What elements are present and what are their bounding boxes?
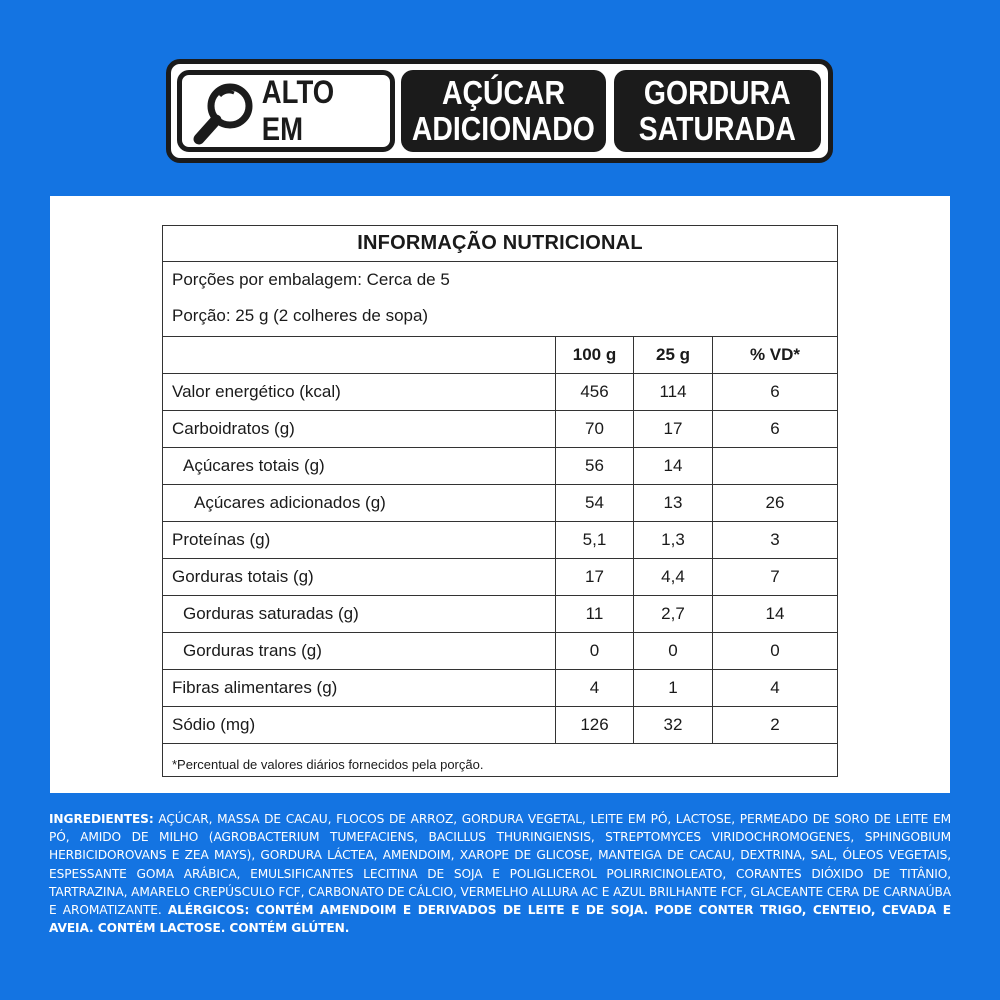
value-100g: 5,1 <box>556 522 634 558</box>
nutrient-label: Gorduras trans (g) <box>163 633 556 669</box>
table-row <box>163 670 837 707</box>
value-vd <box>713 448 837 484</box>
ingredients-text <box>49 810 951 937</box>
value-vd: 4 <box>770 678 780 697</box>
warning-line: ADICIONADO <box>412 110 595 147</box>
nutrient-label: Açúcares adicionados (g) <box>163 485 556 521</box>
nutrient-label: Fibras alimentares (g) <box>163 670 556 706</box>
nutrient-label: Carboidratos (g) <box>163 411 556 447</box>
value-100g: 11 <box>556 596 634 632</box>
value-vd: 26 <box>765 493 785 512</box>
warning-line: AÇÚCAR <box>442 74 565 111</box>
value-vd: 2 <box>770 715 780 734</box>
warning-line: SATURADA <box>638 110 797 147</box>
nutrition-title: INFORMAÇÃO NUTRICIONAL <box>163 226 837 262</box>
value-100g: 456 <box>556 374 634 410</box>
value-100g: 56 <box>556 448 634 484</box>
header-cell: 100 g <box>556 337 634 373</box>
nutrition-panel <box>50 196 950 793</box>
table-row <box>163 596 837 633</box>
value-100g: 126 <box>556 707 634 743</box>
header-cell <box>163 337 556 373</box>
table-row <box>163 485 837 522</box>
value-vd: 7 <box>770 567 780 586</box>
table-row <box>163 411 837 448</box>
table-row <box>163 559 837 596</box>
value-vd: 3 <box>770 530 780 549</box>
table-header-row <box>163 337 837 374</box>
table-row <box>163 707 837 744</box>
magnifier-icon <box>190 79 260 151</box>
value-vd: 14 <box>765 604 785 623</box>
nutrient-label: Açúcares totais (g) <box>163 448 556 484</box>
nutrition-table <box>162 225 838 777</box>
alto-em-box <box>177 70 395 152</box>
value-100g: 70 <box>556 411 634 447</box>
value-portion: 0 <box>634 633 713 669</box>
nutrient-label: Sódio (mg) <box>163 707 556 743</box>
value-portion: 1 <box>634 670 713 706</box>
ingredients-label: INGREDIENTES: <box>49 812 154 826</box>
nutrient-label: Gorduras totais (g) <box>163 559 556 595</box>
value-vd: 6 <box>770 382 780 401</box>
value-100g: 17 <box>556 559 634 595</box>
value-portion: 114 <box>634 374 713 410</box>
table-row <box>163 374 837 411</box>
header-cell: % VD* <box>749 345 801 364</box>
value-100g: 4 <box>556 670 634 706</box>
table-footnote: *Percentual de valores diários fornecidos pela porção. <box>172 756 484 772</box>
value-100g: 54 <box>556 485 634 521</box>
portions-per-package: Porções por embalagem: Cerca de 5 <box>172 270 450 289</box>
table-row <box>163 522 837 559</box>
warning-added-sugar <box>401 70 606 152</box>
table-row <box>163 633 837 670</box>
table-row <box>163 448 837 485</box>
value-portion: 13 <box>634 485 713 521</box>
value-vd: 0 <box>770 641 780 660</box>
portion-info <box>163 262 837 337</box>
warning-saturated-fat <box>614 70 821 152</box>
high-in-warning-badge <box>166 59 833 163</box>
value-portion: 17 <box>634 411 713 447</box>
alto-em-label: ALTO EM <box>261 74 335 147</box>
nutrient-label: Proteínas (g) <box>163 522 556 558</box>
ingredients-list: AÇÚCAR, MASSA DE CACAU, FLOCOS DE ARROZ, GORDURA VEGETAL, LEITE EM PÓ, LACTOSE, PERMEADO DE SORO DE LEITE EM PÓ, AMIDO DE MILHO (AGROBACTERIUM TUMEFACIENS, BACILLUS THURINGIENSIS, STREPTOMYCES VIRIDOCHROMOGENES, SPHINGOBIUM HERBICIDOROVANS E ZEA MAYS), GORDURA LÁCTEA, AMENDOIM, XAROPE DE GLICOSE, MANTEIGA DE CACAU, DEXTRINA, SAL, ÓLEOS VEGETAIS, ESPESSANTE GOMA ARÁBICA, EMULSIFICANTES LECITINA DE SOJA E POLIGLICEROL POLIRRICINOLEATO, CORANTES DIÓXIDO DE TITÂNIO, TARTRAZINA, AMARELO CREPÚSCULO FCF, CARBONATO DE CÁLCIO, VERMELHO ALLURA AC E AZUL BRILHANTE FCF, GLACEANTE CERA DE CARNAÚBA E AROMATIZANTE. <box>49 812 951 918</box>
warning-line: GORDURA <box>644 74 791 111</box>
value-vd: 6 <box>770 419 780 438</box>
value-portion: 4,4 <box>634 559 713 595</box>
value-portion: 2,7 <box>634 596 713 632</box>
value-portion: 14 <box>634 448 713 484</box>
header-cell: 25 g <box>634 337 713 373</box>
value-100g: 0 <box>556 633 634 669</box>
nutrient-label: Valor energético (kcal) <box>163 374 556 410</box>
value-portion: 32 <box>634 707 713 743</box>
allergens-text: ALÉRGICOS: CONTÉM AMENDOIM E DERIVADOS DE LEITE E DE SOJA. PODE CONTER TRIGO, CENTEIO, CEVADA E AVEIA. CONTÉM LACTOSE. CONTÉM GLÚTEN. <box>49 903 951 936</box>
portion-size: Porção: 25 g (2 colheres de sopa) <box>172 306 429 325</box>
value-portion: 1,3 <box>634 522 713 558</box>
nutrient-label: Gorduras saturadas (g) <box>163 596 556 632</box>
